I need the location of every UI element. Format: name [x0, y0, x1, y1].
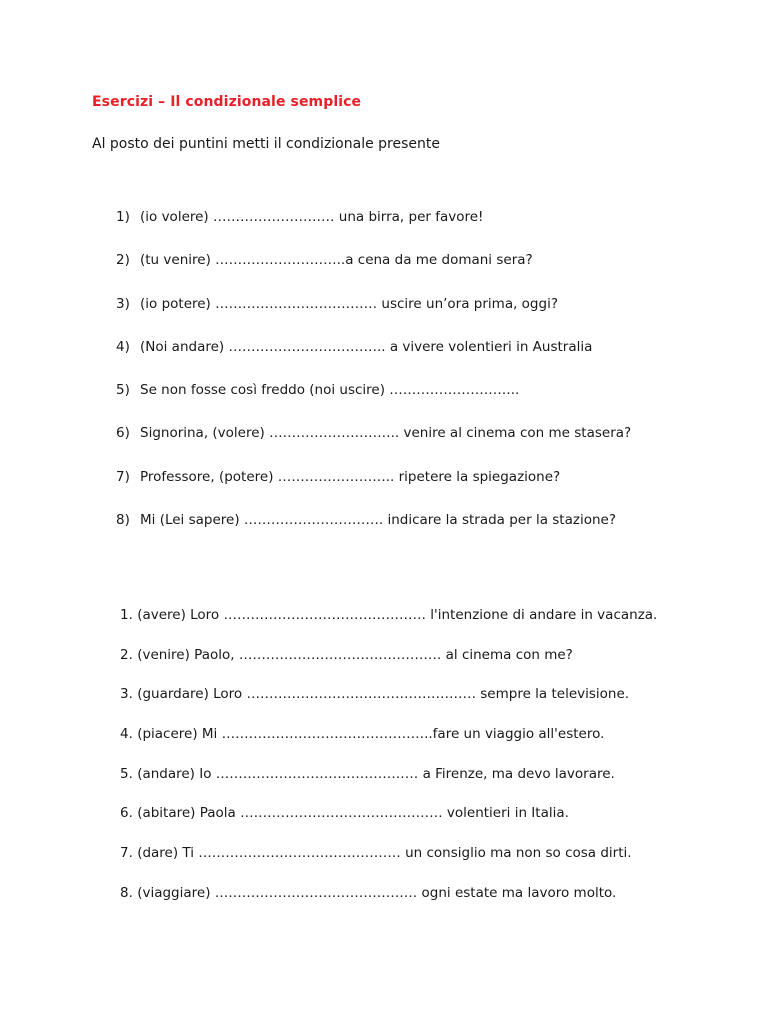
item-number: 2)	[116, 252, 130, 269]
exercise-1-item	[116, 382, 631, 425]
document-title: Esercizi – Il condizionale semplice	[92, 94, 362, 110]
item-text: Se non fosse così freddo (noi uscire) ………………………..	[140, 382, 520, 399]
exercise-2-item	[120, 607, 657, 647]
exercise-2-item	[120, 686, 657, 726]
exercise-1-item	[116, 339, 631, 382]
exercise-1-item	[116, 512, 631, 555]
exercise-1-item	[116, 252, 631, 295]
exercise-2-list	[120, 607, 657, 925]
item-number: 1.	[120, 607, 133, 623]
item-text: Mi (Lei sapere) …………………………. indicare la strada per la stazione?	[140, 512, 616, 529]
exercise-2-item	[120, 805, 657, 845]
item-number: 6.	[120, 805, 133, 822]
item-text: (piacere) Mi ………………………………………..fare un viaggio all'estero.	[137, 726, 605, 743]
item-number: 2.	[120, 646, 133, 663]
item-number: 7)	[116, 468, 130, 485]
item-text: (avere) Loro ……………………………………… l'intenzione di andare in vacanza.	[137, 607, 658, 623]
exercise-2-item	[120, 766, 657, 806]
item-text: (io potere) ……………………………… uscire un’ora prima, oggi?	[140, 295, 558, 312]
item-text: (viaggiare) ……………………………………… ogni estate ma lavoro molto.	[137, 884, 617, 901]
item-text: (abitare) Paola ……………………………………… volentieri in Italia.	[137, 805, 569, 822]
item-text: Signorina, (volere) ……………………….. venire al cinema con me stasera?	[140, 425, 632, 442]
instruction-text: Al posto dei puntini metti il condizionale presente	[92, 136, 440, 152]
exercise-1-item	[116, 425, 631, 468]
item-number: 8.	[120, 884, 133, 901]
item-number: 5.	[120, 765, 133, 782]
item-number: 3)	[116, 295, 130, 312]
item-text: (andare) Io ……………………………………… a Firenze, ma devo lavorare.	[137, 765, 615, 782]
item-text: (venire) Paolo, ……………………………………… al cinema con me?	[137, 646, 573, 663]
item-text: (dare) Ti ……………………………………… un consiglio ma non so cosa dirti.	[137, 845, 632, 862]
item-text: (guardare) Loro …………………………………………… sempre la televisione.	[137, 686, 630, 703]
exercise-2-item	[120, 885, 657, 925]
exercise-2-item	[120, 845, 657, 885]
exercise-1-item	[116, 209, 631, 252]
item-text: (io volere) ……………………… una birra, per favore!	[140, 209, 484, 225]
item-number: 6)	[116, 425, 130, 442]
exercise-1-item	[116, 296, 631, 339]
exercise-1-list	[116, 209, 631, 555]
item-number: 3.	[120, 686, 133, 703]
exercise-2-item	[120, 726, 657, 766]
item-number: 1)	[116, 209, 130, 225]
item-number: 7.	[120, 845, 133, 862]
item-number: 5)	[116, 382, 130, 399]
item-text: Professore, (potere) …………………….. ripetere la spiegazione?	[140, 468, 561, 485]
item-number: 4)	[116, 338, 130, 355]
item-number: 4.	[120, 726, 133, 743]
item-text: (Noi andare) …………………………….. a vivere volentieri in Australia	[140, 338, 593, 355]
exercise-1-item	[116, 469, 631, 512]
item-text: (tu venire) ………………………..a cena da me domani sera?	[140, 252, 533, 269]
item-number: 8)	[116, 512, 130, 529]
exercise-2-item	[120, 647, 657, 687]
